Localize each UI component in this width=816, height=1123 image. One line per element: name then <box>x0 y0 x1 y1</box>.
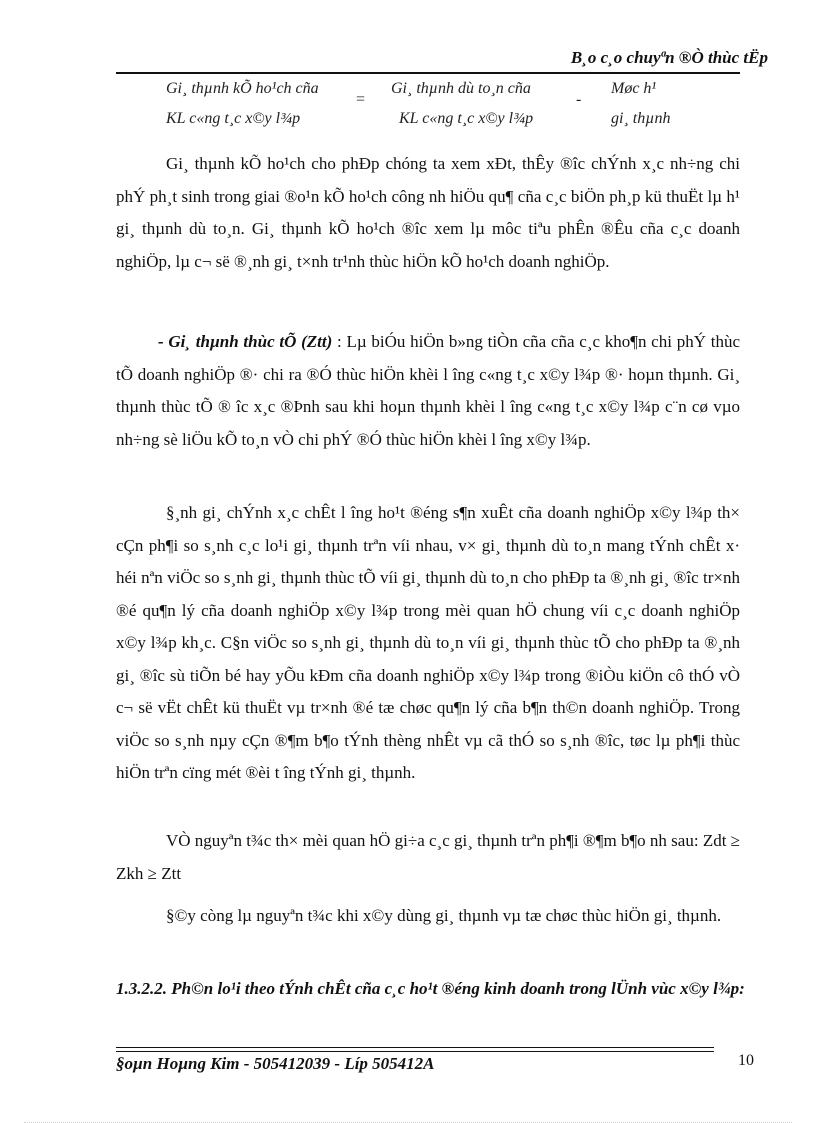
formula-minus: - <box>576 91 582 108</box>
paragraph-cost-comparison-text: §¸nh gi¸ chÝnh x¸c chÊt l îng ho¹t ®éng s¶n xuÊt cña doanh nghiÖp x©y l¾p th× cÇn ph¶i so s¸nh c¸c lo¹i gi¸ thµnh trªn víi nhau, v× gi¸ thµnh dù to¸n mang tÝnh chÊt x· héi nªn viÖc so s¸nh gi¸ thµnh thùc tÕ víi gi¸ thµnh dù to¸n cho phÐp ta ®¸nh gi¸ ®îc tr×nh ®é qu¶n lý cña doanh nghiÖp x©y l¾p trong mèi quan hÖ chung víi c¸c doanh nghiÖp x©y l¾p kh¸c. C§n viÖc so s¸nh gi¸ thµnh dù to¸n víi gi¸ thµnh thùc tÕ cho phÐp ta ®¸nh gi¸ ®îc sù tiÕn bé hay yÕu kÐm cña doanh nghiÖp x©y l¾p trong ®iÒu kiÖn cô thÓ vÒ c¬ së vËt chÊt kü thuËt vµ tr×nh ®é tæ chøc qu¶n lý cña b¶n th©n doanh nghiÖp. Trong viÖc so s¸nh nµy cÇn ®¶m b¶o tÝnh thèng nhÊt vµ cã thÓ so s¸nh ®îc, tøc lµ ph¶i thùc hiÖn trªn cïng mét ®èi t îng tÝnh gi¸ thµnh. <box>116 503 740 782</box>
paragraph-principle <box>116 825 740 890</box>
page-number: 10 <box>738 1052 754 1069</box>
formula-term2-bottom: KL c«ng t¸c x©y l¾p <box>399 110 534 127</box>
paragraph-conclusion <box>116 900 740 933</box>
page-header-title: B¸o c¸o chuyªn ®Ò thùc tËp <box>570 48 768 67</box>
formula-term2-top: Gi¸ thµnh dù to¸n cña <box>391 80 531 97</box>
footer-divider-bottom <box>116 1051 714 1052</box>
paragraph-conclusion-text: §©y còng lµ nguyªn t¾c khi x©y dùng gi¸ thµnh vµ tæ chøc thùc hiÖn gi¸ thµnh. <box>166 906 722 925</box>
actual-cost-label: - Gi¸ thµnh thùc tÕ (Ztt) <box>158 332 333 351</box>
paragraph-planned-cost-text: Gi¸ thµnh kÕ ho¹ch cho phÐp chóng ta xem xÐt, thÊy ®îc chÝnh x¸c nh÷ng chi phÝ ph¸t sinh trong giai ®o¹n kÕ ho¹ch công nh hiÖu qu¶ cña c¸c biÖn ph¸p kü thuËt lµ h¹ gi¸ thµnh dù to¸n. Gi¸ thµnh kÕ ho¹ch ®îc xem lµ môc tiªu phÊn ®Êu cña c¸c doanh nghiÖp, lµ c¬ së ®¸nh gi¸ t×nh tr¹nh thùc hiÖn kÕ ho¹ch doanh nghiÖp. <box>116 154 740 271</box>
formula-term3-top: Møc h¹ <box>611 80 657 97</box>
paragraph-actual-cost-text: : Lµ biÓu hiÖn b»ng tiÒn cña cña c¸c kho¶n chi phÝ thùc tÕ doanh nghiÖp ®· chi ra ®Ó thùc hiÖn khèi l îng c«ng t¸c x©y l¾p ®· hoµn thµnh. Gi¸ thµnh thùc tÕ ® îc x¸c ®Þnh sau khi hoµn thµnh khèi l îng c«ng t¸c x©y l¾p c¨n cø vµo nh÷ng sè liÖu kÕ to¸n vÒ chi phÝ ®Ó thùc hiÖn khèi l îng x©y l¾p. <box>116 332 740 449</box>
footer-divider-top <box>116 1047 714 1048</box>
footer-author: §oµn Hoµng Kim - 505412039 - Líp 505412A <box>116 1054 435 1073</box>
paragraph-planned-cost <box>116 148 740 278</box>
formula-term3-bottom: gi¸ thµnh <box>611 110 671 127</box>
paragraph-cost-comparison <box>116 497 740 790</box>
paragraph-actual-cost <box>116 326 740 456</box>
formula-equals: = <box>356 91 366 108</box>
header-divider <box>116 72 740 74</box>
paragraph-principle-text: VÒ nguyªn t¾c th× mèi quan hÖ gi÷a c¸c gi¸ thµnh trªn ph¶i ®¶m b¶o nh sau: Zdt ≥ Zkh ≥ Ztt <box>116 831 741 883</box>
formula-term1-bottom: KL c«ng t¸c x©y l¾p <box>166 110 301 127</box>
formula-term1-top: Gi¸ thµnh kÕ ho¹ch cña <box>166 80 319 97</box>
section-subheading: 1.3.2.2. Ph©n lo¹i theo tÝnh chÊt cña c¸c ho¹t ®éng kinh doanh trong lÜnh vùc x©y l¾p: <box>116 979 745 998</box>
